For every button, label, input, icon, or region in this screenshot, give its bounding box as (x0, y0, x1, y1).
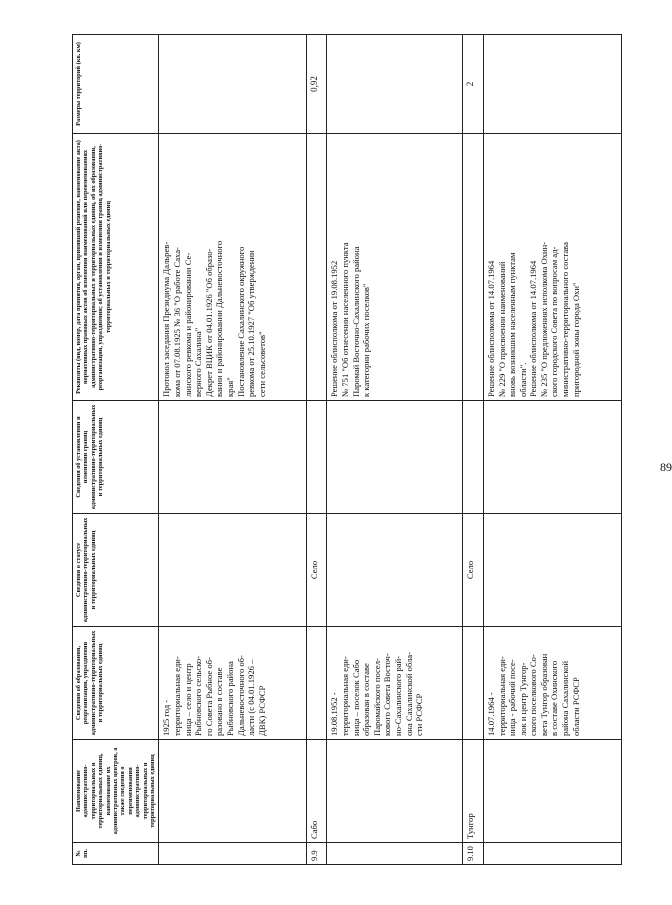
header-formation: Сведения об образовании, реорганизации, упразднении административно-территориальных и территориальных единиц (73, 627, 159, 740)
header-acts: Реквизиты (вид, номер, дата принятия, орган, принявший решение, наименование акта) нормативных правовых актов об изменении наименований или переименованиях административно-территориальных и территориальных единиц, об их образовании, реорганизации, упразднении; об установлении и изменении границ административно-территориальных и территориальных единиц (73, 134, 159, 401)
row-acts (306, 134, 327, 401)
table-row (463, 35, 484, 865)
row-acts (463, 134, 484, 401)
table-row (483, 35, 621, 865)
row-formation (463, 627, 484, 740)
row-size (159, 35, 306, 134)
row-size: 0,92 (306, 35, 327, 134)
row-status (159, 514, 306, 627)
page-number: 89 (660, 460, 672, 474)
row-formation (306, 627, 327, 740)
row-acts: Решение облисполкома от 19.08.1952 № 751 "Об отнесении населенного пункта Паромай Восточно-Сахалинского района к категории рабочих поселков" (327, 134, 463, 401)
row-name (483, 740, 621, 843)
row-formation: 1925 год - территориальная еди- ница – село и центр Рыбновского сельско- го Совета Рыбное об- разовано в составе Рыбновского района Дальневосточного об- ласти (с 04.01.1926 – ДВК) РСФСР (159, 627, 306, 740)
row-status: Село (306, 514, 327, 627)
row-size (483, 35, 621, 134)
row-borders (159, 401, 306, 514)
table-row (159, 35, 306, 865)
row-size (327, 35, 463, 134)
row-acts: Решение облисполкома от 14.07.1964 № 229 "О присвоении наименований вновь возникшим населенным пунктам области". Решение облисполкома от 14.07.1964 № 235 "О предложениях исполкома Охин- ского городского Совета по вопросам ад- министративно-территориального состава пригородной зоны города Охи" (483, 134, 621, 401)
header-status: Сведения о статусе административно-территориальных и территориальных единиц (73, 514, 159, 627)
row-name: Тунгор (463, 740, 484, 843)
row-status (327, 514, 463, 627)
header-number: № пп. (73, 843, 159, 865)
row-number (327, 843, 463, 865)
table-row (306, 35, 327, 865)
table-row (327, 35, 463, 865)
document-page (72, 25, 672, 865)
row-name (327, 740, 463, 843)
row-borders (327, 401, 463, 514)
row-number: 9.9 (306, 843, 327, 865)
row-acts: Протокол заседания Президиума Дальрев- кома от 07.08.1925 № 36 "О работе Саха- линского ревкома и районировании Се- верного Сахалина" Декрет ВЦИК от 04.01.1926 "Об образо- вании и районировании Дальневосточного края" Постановление Сахалинского окружного ревкома от 25.10.1927 "Об утверждении сети сельсоветов" (159, 134, 306, 401)
header-name: Наименование административно-территориальных и территориальных единиц, наименование их административных центров, а также сведения о переименовании административно-территориальных и территориальных единиц (73, 740, 159, 843)
row-formation: 19.08.1952 - территориальная еди- ница – поселок Сабо образован в составе Паромайского посел- кового Совета Восточ- но-Сахалинского рай- она Сахалинской обла- сти РСФСР (327, 627, 463, 740)
row-borders (306, 401, 327, 514)
row-borders (463, 401, 484, 514)
header-borders: Сведения об установлении и изменении границ административно-территориальных и территориальных единиц (73, 401, 159, 514)
row-borders (483, 401, 621, 514)
header-size: Размеры территорий (кв. км) (73, 35, 159, 134)
row-status (483, 514, 621, 627)
row-name: Сабо (306, 740, 327, 843)
row-number (159, 843, 306, 865)
row-size: 2 (463, 35, 484, 134)
row-status: Село (463, 514, 484, 627)
row-name (159, 740, 306, 843)
row-number (483, 843, 621, 865)
register-table (72, 34, 622, 865)
row-formation: 14.07.1964 - территориальная еди- ница - рабочий посе- лок и центр Тунгор- ского поселкового Со- вета Тунгор образован в составе Охинского района Сахалинской области РСФСР (483, 627, 621, 740)
table-header-row (73, 35, 159, 865)
row-number: 9.10 (463, 843, 484, 865)
